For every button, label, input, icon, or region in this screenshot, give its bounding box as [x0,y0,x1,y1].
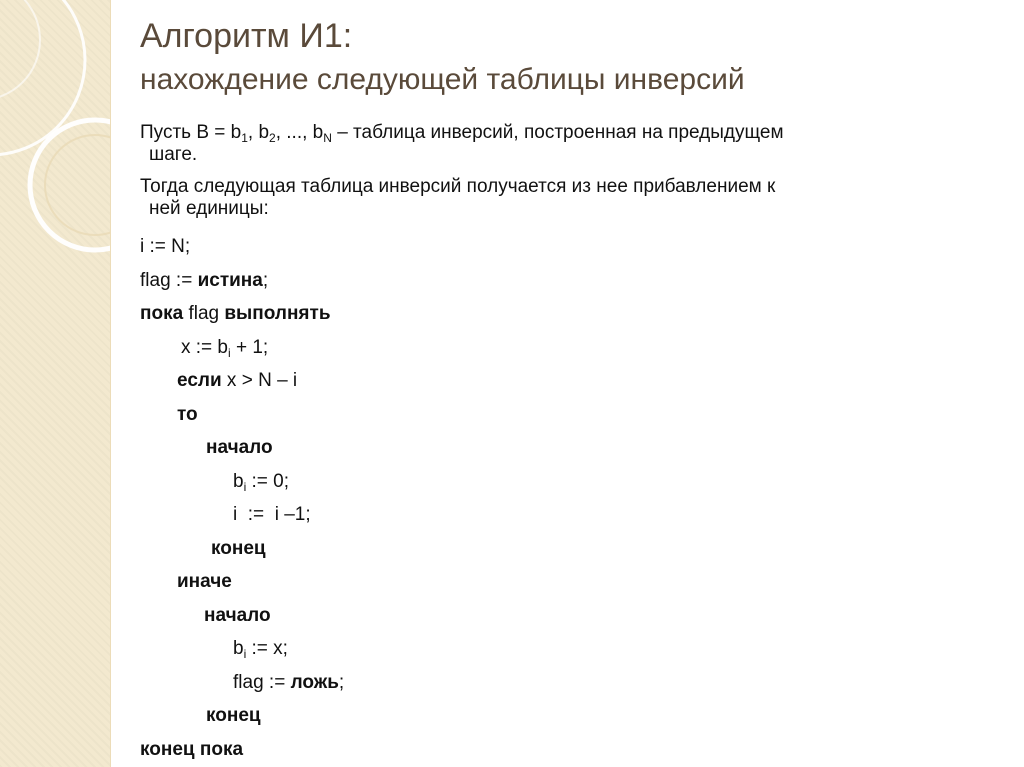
l5-text: x > N – i [221,370,298,391]
l3-keyword-2: выполнять [224,303,331,324]
l2-text-b: ; [262,269,269,291]
code-line-7 [140,431,1000,465]
p1-text-b: , b [247,122,270,143]
l3-text: flag [183,303,225,324]
l4-sub: i [228,345,231,360]
l16-keyword: конец пока [140,738,244,760]
code-line-1 [140,230,1000,264]
code-line-2 [140,264,1000,298]
l5-keyword: если [177,370,222,391]
l13-sub: i [243,647,247,661]
code-line-8 [140,465,1000,499]
p2-continuation: ней единицы: [149,198,269,219]
code-line-3 [140,297,1000,331]
code-line-14 [140,666,1000,700]
p1-sub-n: N [323,131,332,145]
slide-title [140,14,1000,102]
p1-text-d: – таблица инверсий, построенная на предыдущем [331,122,784,143]
code-line-12 [140,599,1000,633]
l7-keyword: начало [206,437,273,458]
l14-keyword: ложь [290,671,339,693]
code-line-6 [140,398,1000,432]
l9-text: i := i –1; [233,504,311,525]
l4-text-a: x := b [181,336,228,358]
intro-paragraph-1 [140,122,1000,166]
l13-text-b: := x; [246,638,288,659]
l3-keyword-1: пока [140,303,184,324]
title-subtitle: нахождение следующей таблицы инверсий [140,63,745,96]
l8-text-a: b [233,470,244,492]
l2-text-a: flag := [140,269,198,291]
code-line-13 [140,632,1000,666]
algorithm-code [140,230,1000,766]
l2-keyword: истина [197,269,263,291]
code-line-11 [140,565,1000,599]
p1-sub-2: 2 [269,131,276,145]
p1-text-c: , ..., b [275,122,324,143]
decorative-circles-graphic [0,0,110,767]
p1-sub-1: 1 [241,131,248,145]
l12-keyword: начало [204,604,271,626]
decorative-side-panel [0,0,111,767]
l13-text-a: b [233,638,244,659]
l6-keyword: то [177,403,198,425]
intro-paragraph-2 [140,176,1000,220]
l8-text-b: := 0; [246,470,290,492]
l8-sub: i [243,479,247,494]
code-line-5 [140,364,1000,398]
l11-keyword: иначе [177,571,232,592]
code-line-4 [140,331,1000,365]
title-main: Алгоритм И1: [140,17,353,55]
p2-text: Тогда следующая таблица инверсий получается из нее прибавлением к [140,176,776,197]
l14-text-b: ; [338,671,345,693]
p1-continuation: шаге. [149,144,198,165]
code-line-16 [140,733,1000,767]
l4-text-b: + 1; [230,336,269,358]
slide-content [140,122,1000,766]
code-line-15 [140,699,1000,733]
l1-text: i := N; [140,236,191,257]
l15-keyword: конец [206,705,261,726]
code-line-9 [140,498,1000,532]
l10-keyword: конец [211,537,266,559]
l14-text-a: flag := [233,671,291,693]
p1-text-a: Пусть B = b [140,122,242,143]
code-line-10 [140,532,1000,566]
